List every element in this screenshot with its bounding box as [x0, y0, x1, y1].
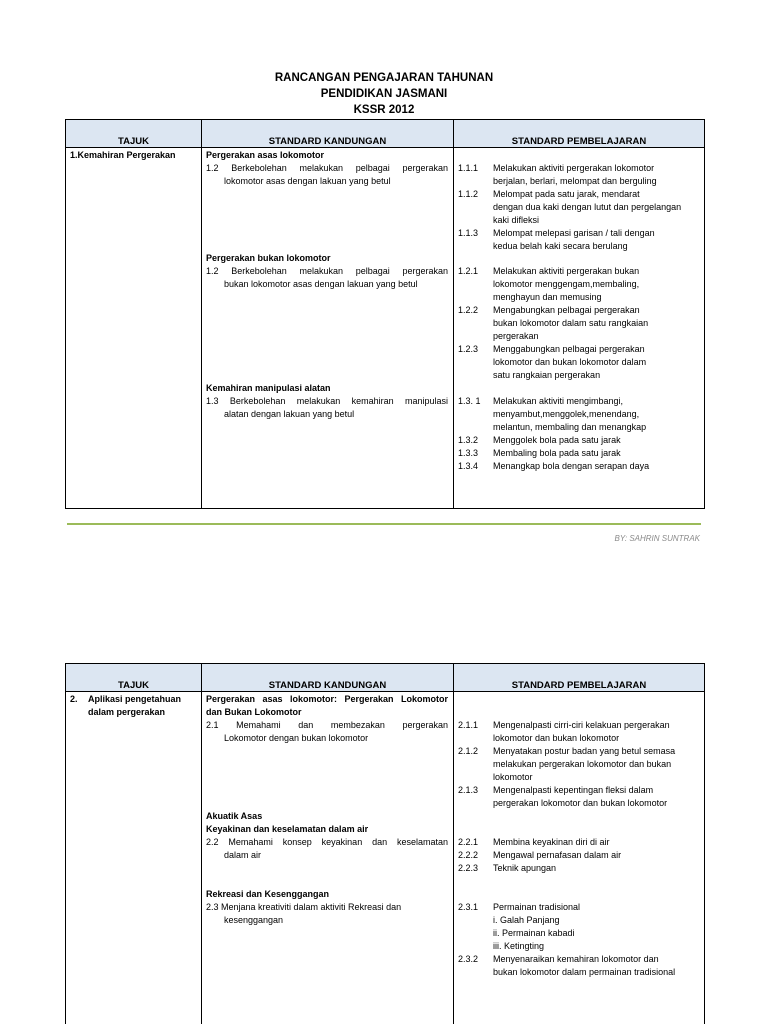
sp-text: Menggolek bola pada satu jarak [493, 435, 621, 445]
header-standard-kandungan: STANDARD KANDUNGAN [268, 136, 387, 147]
sp-text: Membina keyakinan diri di air [493, 837, 610, 847]
sp-line: Menyenaraikan kemahiran lokomotor dan [493, 954, 659, 964]
sk-block-1 [206, 693, 448, 745]
sp-line: bukan lokomotor dalam satu rangkaian [493, 318, 649, 328]
sp-line: menghayun dan memusing [493, 292, 602, 302]
sp-item [458, 901, 702, 953]
sp-list-2 [458, 836, 702, 875]
sp-item [458, 719, 702, 745]
sp-text [493, 188, 702, 227]
sk-heading: Pergerakan asas lokomotor: Pergerakan Lokomotor [206, 694, 448, 704]
header-standard-pembelajaran: STANDARD PEMBELAJARAN [511, 680, 647, 691]
sp-item [458, 343, 702, 382]
sp-num: 1.3.2 [458, 435, 479, 445]
sp-line: Mengenalpasti cirri-ciri kelakuan pergerakan [493, 720, 670, 730]
sp-text [493, 745, 702, 784]
sp-num: 2.1.2 [458, 746, 479, 756]
sp-num: 2.2.3 [458, 863, 479, 873]
sp-num: 1.1.3 [458, 228, 479, 238]
sp-item [458, 849, 702, 862]
table-header [66, 120, 704, 148]
header-standard-kandungan: STANDARD KANDUNGAN [268, 680, 387, 691]
sp-item [458, 784, 702, 810]
sp-line: pergerakan [493, 331, 539, 341]
sp-item [458, 434, 702, 447]
sk-heading: Rekreasi dan Kesenggangan [206, 889, 330, 899]
tajuk-line: Aplikasi pengetahuan [88, 694, 182, 704]
sp-list-1 [458, 162, 702, 253]
sp-item [458, 188, 702, 227]
sp-text [493, 719, 702, 745]
sp-line: satu rangkaian pergerakan [493, 370, 601, 380]
sp-item [458, 395, 702, 434]
sp-line: lokomotor dan bukan lokomotor [493, 733, 620, 743]
sp-line: pergerakan lokomotor dan bukan lokomotor [493, 798, 668, 808]
sk-heading: Pergerakan asas lokomotor [206, 150, 325, 160]
sp-num: 2.2.2 [458, 850, 479, 860]
lesson-table-1 [65, 119, 705, 509]
sp-list-3 [458, 901, 702, 979]
sp-text [493, 784, 702, 810]
tajuk-cell [70, 693, 198, 719]
sp-line: Melakukan aktiviti mengimbangi, [493, 396, 624, 406]
sp-num: 1.2.1 [458, 266, 479, 276]
sp-line: Melakukan aktiviti pergerakan bukan [493, 266, 640, 276]
sp-num: 1.3.3 [458, 448, 479, 458]
header-tajuk: TAJUK [118, 136, 149, 147]
sk-text: 1.3 Berkebolehan melakukan kemahiran manipulasi [206, 396, 448, 406]
sp-num: 1.1.1 [458, 163, 479, 173]
sp-item [458, 953, 702, 979]
table-header [66, 664, 704, 692]
header-standard-pembelajaran: STANDARD PEMBELAJARAN [511, 136, 647, 147]
sp-num: 1.2.2 [458, 305, 479, 315]
sp-text [493, 162, 702, 188]
sp-text [493, 227, 702, 253]
sp-line: Mengabungkan pelbagai pergerakan [493, 305, 640, 315]
sp-item [458, 227, 702, 253]
author-byline: BY: SAHRIN SUNTRAK [614, 534, 700, 543]
sp-num: 1.2.3 [458, 344, 479, 354]
sp-line: Mengenalpasti kepentingan fleksi dalam [493, 785, 654, 795]
sk-text: 2.1 Memahami dan membezakan pergerakan [206, 720, 448, 730]
sk-block-3 [206, 888, 448, 927]
title-line-2: PENDIDIKAN JASMANI [320, 88, 448, 100]
sp-item [458, 265, 702, 304]
sp-text [493, 265, 702, 304]
sk-text: 1.2 Berkebolehan melakukan pelbagai pergerakan [206, 266, 448, 276]
sp-line: melantun, membaling dan menangkap [493, 422, 647, 432]
sk-text: 2.3 Menjana kreativiti dalam aktiviti Rekreasi dan [206, 902, 402, 912]
sp-text [493, 304, 702, 343]
tajuk-line: dalam pergerakan [88, 707, 166, 717]
sp-text: Menangkap bola dengan serapan daya [493, 461, 650, 471]
sp-line: melakukan pergerakan lokomotor dan bukan [493, 759, 672, 769]
sk-text: 2.2 Memahami konsep keyakinan dan keselamatan [206, 837, 448, 847]
sp-item [458, 862, 702, 875]
sk-block-1 [206, 149, 448, 188]
sk-heading: Kemahiran manipulasi alatan [206, 383, 331, 393]
sp-list-3 [458, 395, 702, 473]
title-line-1: RANCANGAN PENGAJARAN TAHUNAN [274, 72, 494, 84]
sp-line: Menyatakan postur badan yang betul semasa [493, 746, 676, 756]
header-tajuk: TAJUK [118, 680, 149, 691]
sp-num: 2.2.1 [458, 837, 479, 847]
sp-line: kedua belah kaki secara berulang [493, 241, 628, 251]
sp-num: 2.3.1 [458, 902, 479, 912]
sp-num: 1.3. 1 [458, 396, 481, 406]
sk-text: alatan dengan lakuan yang betul [224, 409, 355, 419]
sk-heading: Keyakinan dan keselamatan dalam air [206, 824, 369, 834]
sp-item [458, 304, 702, 343]
column-divider [453, 664, 454, 1024]
sp-line: bukan lokomotor dalam permainan tradisional [493, 967, 676, 977]
sp-line: Melakukan aktiviti pergerakan lokomotor [493, 163, 655, 173]
sk-text: lokomotor asas dengan lakuan yang betul [224, 176, 391, 186]
sp-item [458, 447, 702, 460]
sp-text [493, 343, 702, 382]
sp-line: berjalan, berlari, melompat dan berguling [493, 176, 657, 186]
sp-list-2 [458, 265, 702, 382]
sk-heading: Pergerakan bukan lokomotor [206, 253, 331, 263]
sp-line: menyambut,menggolek,menendang, [493, 409, 640, 419]
sp-line: ii. Permainan kabadi [493, 928, 575, 938]
sk-block-3 [206, 382, 448, 421]
sk-text: dalam air [224, 850, 262, 860]
sp-line: Permainan tradisional [493, 902, 581, 912]
sp-line: iii. Ketingting [493, 941, 545, 951]
sp-text [493, 953, 702, 979]
sp-text: Mengawal pernafasan dalam air [493, 850, 622, 860]
sp-line: Melompat pada satu jarak, mendarat [493, 189, 640, 199]
column-divider [201, 664, 202, 1024]
sp-line: lokomotor [493, 772, 533, 782]
sp-num: 1.1.2 [458, 189, 479, 199]
sp-num: 2.3.2 [458, 954, 479, 964]
tajuk-cell: 1.Kemahiran Pergerakan [70, 150, 176, 160]
lesson-table-2 [65, 663, 705, 1024]
title-line-3: KSSR 2012 [353, 104, 415, 116]
sp-line: Melompat melepasi garisan / tali dengan [493, 228, 655, 238]
sk-heading: dan Bukan Lokomotor [206, 707, 302, 717]
sp-line: i. Galah Panjang [493, 915, 560, 925]
sp-line: lokomotor menggengam,membaling, [493, 279, 640, 289]
sp-text: Membaling bola pada satu jarak [493, 448, 621, 458]
sk-text: 1.2 Berkebolehan melakukan pelbagai pergerakan [206, 163, 448, 173]
sp-text: Teknik apungan [493, 863, 557, 873]
sp-text [493, 395, 702, 434]
sk-block-2 [206, 252, 448, 291]
column-divider [201, 120, 202, 508]
document-title [0, 70, 768, 118]
sp-item [458, 745, 702, 784]
sp-line: kaki difleksi [493, 215, 540, 225]
sp-line: Menggabungkan pelbagai pergerakan [493, 344, 645, 354]
sp-num: 2.1.3 [458, 785, 479, 795]
sp-num: 1.3.4 [458, 461, 479, 471]
sp-num: 2.1.1 [458, 720, 479, 730]
footer-divider [67, 523, 701, 525]
sp-item [458, 836, 702, 849]
tajuk-text [88, 693, 181, 719]
sp-list-1 [458, 719, 702, 810]
sp-line: dengan dua kaki dengan lutut dan pergelangan [493, 202, 682, 212]
sp-item [458, 162, 702, 188]
sk-text: Lokomotor dengan bukan lokomotor [224, 733, 369, 743]
sp-text [493, 901, 702, 953]
sk-text: bukan lokomotor asas dengan lakuan yang betul [224, 279, 418, 289]
sk-heading: Akuatik Asas [206, 811, 263, 821]
sp-line: lokomotor dan bukan lokomotor dalam [493, 357, 647, 367]
sk-text: kesenggangan [224, 915, 284, 925]
sk-block-2 [206, 810, 448, 862]
column-divider [453, 120, 454, 508]
sp-item [458, 460, 702, 473]
tajuk-number: 2. [70, 694, 78, 704]
